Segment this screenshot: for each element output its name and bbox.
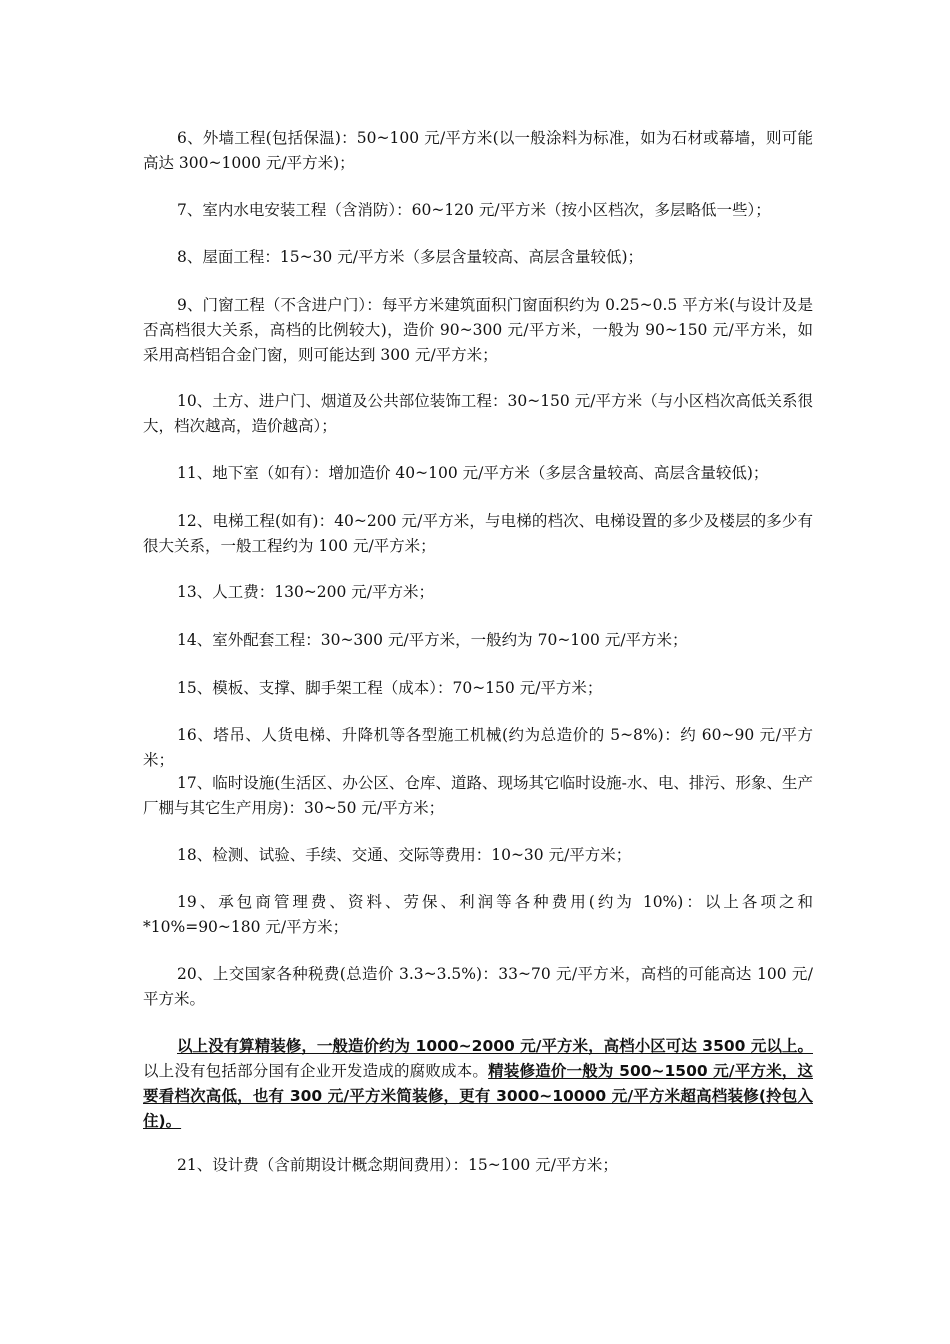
item-21: 21、设计费（含前期设计概念期间费用）：15~100 元/平方米； [177, 1156, 618, 1174]
item-7: 7、室内水电安装工程（含消防）：60~120 元/平方米（按小区档次，多层略低一些）； [177, 201, 771, 219]
item-18: 18、检测、试验、手续、交通、交际等费用：10~30 元/平方米； [177, 846, 632, 864]
item-11: 11、地下室（如有）：增加造价 40~100 元/平方米（多层含量较高、高层含量较低)； [177, 464, 769, 482]
summary-highlight-1: 以上没有算精装修，一般造价约为 1000~2000 元/平方米，高档小区可达 3500 元以上。 [177, 1037, 813, 1055]
item-12: 12、电梯工程(如有)：40~200 元/平方米，与电梯的档次、电梯设置的多少及楼层的多少有很大关系，一般工程约为 100 元/平方米； [143, 512, 813, 555]
summary-plain: 以上没有包括部分国有企业开发造成的腐败成本。 [143, 1062, 489, 1080]
item-8: 8、屋面工程：15~30 元/平方米（多层含量较高、高层含量较低)； [177, 248, 643, 266]
item-15: 15、模板、支撑、脚手架工程（成本）：70~150 元/平方米； [177, 679, 603, 697]
item-6: 6、外墙工程(包括保温)：50~100 元/平方米(以一般涂料为标准，如为石材或幕墙，则可能高达 300~1000 元/平方米)； [143, 129, 813, 172]
item-13: 13、人工费：130~200 元/平方米； [177, 583, 435, 601]
item-16: 16、塔吊、人货电梯、升降机等各型施工机械(约为总造价的 5~8%)：约 60~90 元/平方米； [143, 726, 813, 769]
summary-highlight-2: 精装修造价一般为 500~1500 元/平方米，这要看档次高低，也有 300 元/平方米简装修，更有 3000~10000 元/平方米超高档装修(拎包入住)。 [143, 1062, 813, 1130]
item-10: 10、土方、进户门、烟道及公共部位装饰工程：30~150 元/平方米（与小区档次高低关系很大，档次越高，造价越高）； [143, 392, 813, 435]
summary-paragraph [143, 1034, 813, 1134]
item-17: 17、临时设施(生活区、办公区、仓库、道路、现场其它临时设施-水、电、排污、形象、生产厂棚与其它生产用房)：30~50 元/平方米； [143, 774, 813, 817]
item-20: 20、上交国家各种税费(总造价 3.3~3.5%)：33~70 元/平方米，高档的可能高达 100 元/平方米。 [143, 965, 813, 1008]
item-14: 14、室外配套工程：30~300 元/平方米，一般约为 70~100 元/平方米； [177, 631, 688, 649]
item-9: 9、门窗工程（不含进户门）：每平方米建筑面积门窗面积约为 0.25~0.5 平方米(与设计及是否高档很大关系，高档的比例较大)，造价 90~300 元/平方米，一般为 90~150 元/平方米，如采用高档铝合金门窗，则可能达到 300 元/平方米； [143, 296, 813, 364]
item-19: 19、承包商管理费、资料、劳保、利润等各种费用(约为 10%)：以上各项之和*10%=90~180 元/平方米； [143, 893, 813, 936]
